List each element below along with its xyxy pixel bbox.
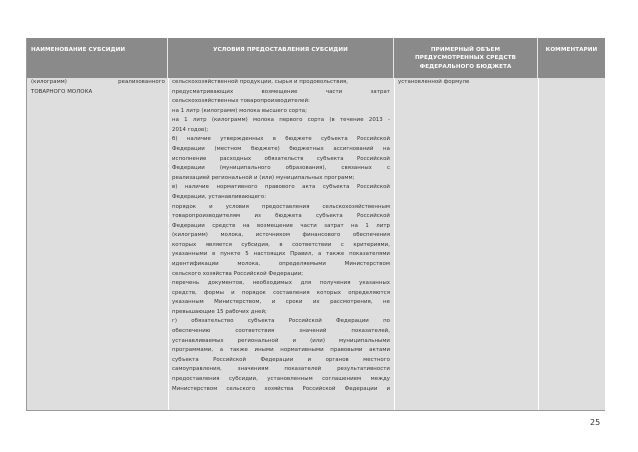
text-line: Федерации, устанавливающего:: [172, 193, 267, 200]
text-line: порядок и условия предоставления сельскохозяйственным: [172, 203, 390, 210]
header-budget-volume: ПРИМЕРНЫЙ ОБЪЕМ ПРЕДУСМОТРЕННЫХ СРЕДСТВ ФЕДЕРАЛЬНОГО БЮДЖЕТА: [394, 38, 538, 78]
text-line: субъекта Российской Федерации и органов местного: [172, 356, 390, 363]
text-line: Федерации средств на возмещение части затрат на 1 литр: [172, 222, 390, 229]
text-line: (килограмм) молока, источником финансового обеспечения: [172, 232, 390, 239]
text-line: предусматривающих возмещение части затрат: [172, 88, 390, 95]
subsidy-table: [26, 38, 605, 411]
column-divider: [168, 78, 169, 410]
text-line: на 1 литр (килограмм) молока высшего сорта;: [172, 107, 307, 114]
text-line: программами, а также иными нормативными правовыми актами: [172, 347, 390, 354]
text-line: сельскохозяйственных товаропроизводителей:: [172, 98, 310, 105]
text-line: сельского хозяйства Российской Федерации;: [172, 270, 304, 277]
text-line: в) наличие нормативного правового акта субъекта Российской: [172, 184, 390, 191]
text-line: превышающие 15 рабочих дней;: [172, 308, 267, 315]
text-line: Министерством сельского хозяйства Российской Федерации и: [172, 385, 390, 392]
table-header-row: [27, 38, 605, 78]
cell-budget-volume: [398, 78, 534, 88]
text-line: указанным Министерством, и сроки их рассмотрения, не: [172, 299, 390, 306]
header-comments: КОММЕНТАРИИ: [545, 47, 598, 53]
text-line: сельскохозяйственной продукции, сырья и продовольствия,: [172, 79, 349, 85]
text-line: перечень документов, необходимых для получения указанных: [172, 280, 390, 287]
text-line: Федерации (муниципального образования), связанных с: [172, 165, 390, 172]
text-line: реализацией региональной и (или) муниципальных программ;: [172, 174, 355, 181]
text-line: ТОВАРНОГО МОЛОКА: [31, 88, 93, 95]
text-line: Федерации (местном бюджете) бюджетных ассигнований на: [172, 146, 390, 153]
column-divider: [394, 78, 395, 410]
cell-subsidy-name: [31, 78, 165, 97]
text-line: (килограмм) реализованного: [31, 79, 165, 85]
text-line: установленной формуле: [398, 79, 470, 85]
text-line: указанными в пункте 5 настоящих Правил, а также показателями: [172, 251, 390, 258]
text-line: устанавливаемых региональной и (или) муниципальными: [172, 337, 390, 344]
column-divider: [538, 78, 539, 410]
text-line: на 1 литр (килограмм) молока первого сорта (в течение 2013 -: [172, 117, 390, 124]
text-line: б) наличие утвержденных в бюджете субъекта Российской: [172, 136, 390, 143]
text-line: предоставления субсидии, установленным соглашением между: [172, 375, 390, 382]
text-line: обеспечению соответствия значений показателей,: [172, 328, 390, 335]
header-conditions: УСЛОВИЯ ПРЕДОСТАВЛЕНИЯ СУБСИДИИ: [168, 38, 394, 78]
page-number: 25: [590, 418, 601, 427]
text-line: самоуправления, значениям показателей результативности: [172, 366, 390, 373]
text-line: г) обязательство субъекта Российской Федерации по: [172, 318, 390, 325]
text-line: идентификации молока, определяемыми Министерством: [172, 260, 390, 267]
text-line: которых является субсидия, в соответствии с критериями,: [172, 241, 390, 248]
text-line: товаропроизводителям из бюджета субъекта Российской: [172, 213, 390, 220]
text-line: средств, формы и порядок составления которых определяются: [172, 289, 390, 296]
text-line: 2014 годов);: [172, 126, 209, 133]
cell-conditions: [172, 78, 390, 394]
text-line: исполнение расходных обязательств субъекта Российской: [172, 155, 390, 162]
header-subsidy-name: НАИМЕНОВАНИЕ СУБСИДИИ: [27, 38, 168, 78]
